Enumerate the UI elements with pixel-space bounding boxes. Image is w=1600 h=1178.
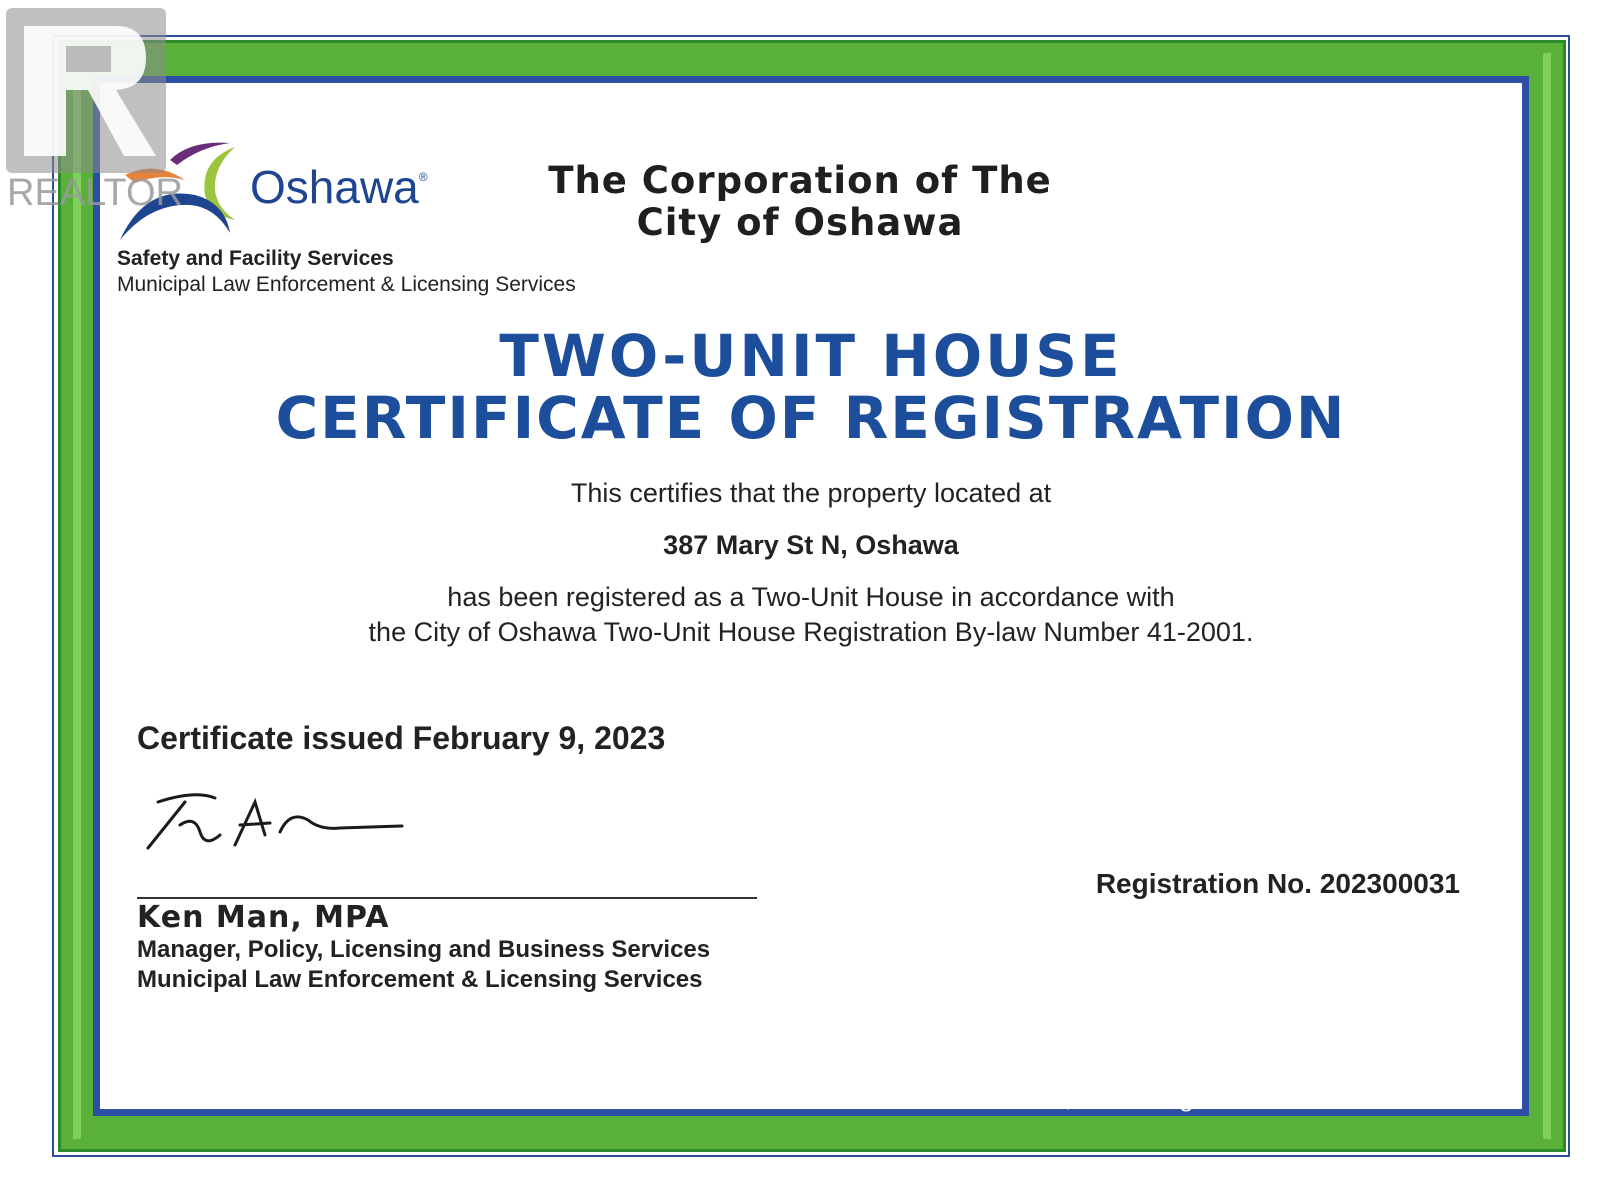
certificate-title-line-2: CERTIFICATE OF REGISTRATION xyxy=(275,384,1347,452)
logo-name: Oshawa xyxy=(250,161,419,213)
corporation-heading xyxy=(520,160,1080,244)
green-border-stripe xyxy=(1543,53,1551,1139)
oshawa-logo-text xyxy=(250,160,428,214)
corporation-line-1: The Corporation of The xyxy=(548,159,1052,202)
signer-title: Manager, Policy, Licensing and Business Services xyxy=(137,936,711,963)
signer-name: Ken Man, MPA xyxy=(137,900,390,935)
realtor-watermark-text: REALTOR xyxy=(7,172,183,214)
issue-date: Certificate issued February 9, 2023 xyxy=(137,720,666,756)
registered-mark: ® xyxy=(418,170,428,184)
certification-statement: This certifies that the property located at xyxy=(570,478,1052,508)
department-division: Municipal Law Enforcement & Licensing Services xyxy=(117,273,576,296)
registration-statement-line-2: the City of Oshawa Two-Unit House Registration By-law Number 41-2001. xyxy=(368,617,1254,647)
signature-line xyxy=(137,897,757,899)
registration-statement-line-1: has been registered as a Two-Unit House in accordance with xyxy=(447,582,1175,612)
registration-number: Registration No. 202300031 xyxy=(1095,868,1460,899)
property-address: 387 Mary St N, Oshawa xyxy=(663,530,959,560)
certificate-title-line-1: TWO-UNIT HOUSE xyxy=(499,322,1123,390)
brokerage-watermark: RE/MAX EXCELLENCE REAL ESTATE, Brokerage xyxy=(575,1082,1210,1112)
department-name: Safety and Facility Services xyxy=(117,247,394,270)
signature-image xyxy=(140,790,410,860)
corporation-line-2: City of Oshawa xyxy=(636,201,964,244)
signer-department: Municipal Law Enforcement & Licensing Services xyxy=(137,966,703,993)
